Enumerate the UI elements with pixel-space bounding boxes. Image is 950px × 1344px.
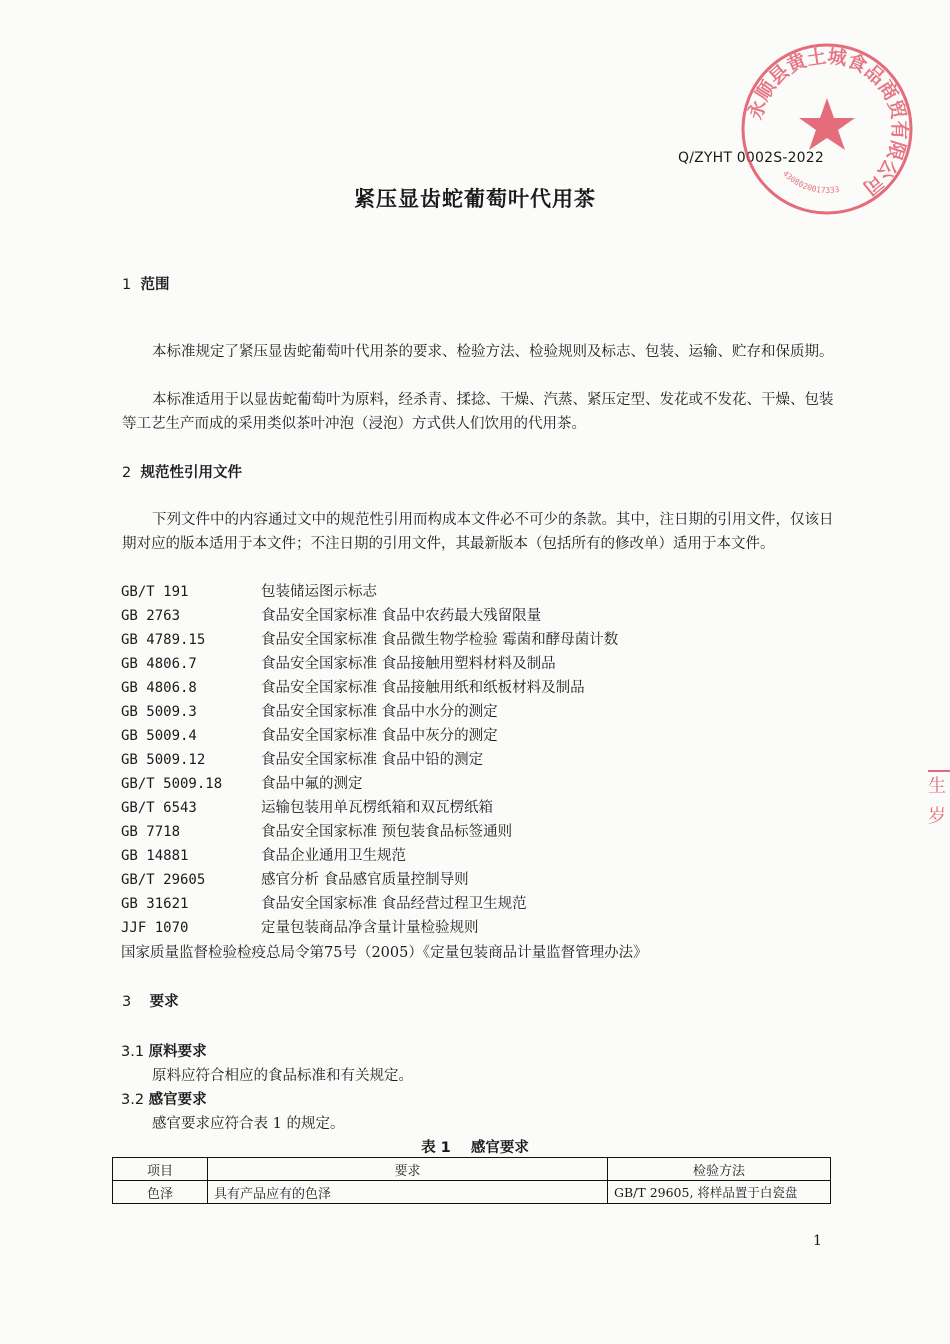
standard-code: Q/ZYHT 0002S-2022: [678, 150, 825, 166]
seal-number: 4308020017333: [780, 168, 841, 195]
table-1-caption: 表 1 感官要求: [421, 1140, 529, 1156]
table-1: [112, 1157, 831, 1204]
reference-item: GB/T 5009.18 食品中氟的测定: [121, 776, 363, 792]
seal-star-icon: [799, 98, 855, 150]
table-header-cell: 检验方法: [608, 1158, 831, 1181]
reference-item: GB 5009.12 食品安全国家标准 食品中铅的测定: [121, 752, 484, 768]
section-3-2-text: 感官要求应符合表 1 的规定。: [152, 1116, 345, 1132]
edge-stamp-fragment: 生 岁: [928, 770, 950, 862]
table-header-cell: 项目: [113, 1158, 208, 1181]
page-number: 1: [813, 1233, 822, 1249]
reference-item: GB 14881 食品企业通用卫生规范: [121, 848, 406, 864]
reference-item: GB/T 191 包装储运图示标志: [121, 584, 377, 600]
table-cell: 具有产品应有的色泽: [208, 1181, 608, 1204]
reference-item: GB/T 29605 感官分析 食品感官质量控制导则: [121, 872, 469, 888]
reference-item: GB 7718 食品安全国家标准 预包装食品标签通则: [121, 824, 513, 840]
reference-item: GB 4806.8 食品安全国家标准 食品接触用纸和纸板材料及制品: [121, 680, 585, 696]
reference-item: GB 5009.3 食品安全国家标准 食品中水分的测定: [121, 704, 498, 720]
table-header-row: [113, 1158, 831, 1181]
section-2-intro: 下列文件中的内容通过文中的规范性引用而构成本文件必不可少的条款。其中，注日期的引用文件，仅该日期对应的版本适用于本文件；不注日期的引用文件，其最新版本（包括所有的修改单）适用于本文件。: [122, 512, 834, 552]
reference-item: GB 4806.7 食品安全国家标准 食品接触用塑料材料及制品: [121, 656, 556, 672]
table-cell: GB/T 29605, 将样品置于白瓷盘: [608, 1181, 831, 1204]
seal-company-name: 永顺县黄土城食品商贸有限公司: [744, 45, 911, 200]
section-1-heading: 1 范围: [122, 277, 170, 293]
table-header-cell: 要求: [208, 1158, 608, 1181]
section-2-heading: 2 规范性引用文件: [122, 465, 242, 481]
reference-item: GB/T 6543 运输包装用单瓦楞纸箱和双瓦楞纸箱: [121, 800, 493, 816]
section-3-1-heading: 3.1 原料要求: [121, 1044, 207, 1060]
table-row: [113, 1181, 831, 1204]
section-1-paragraph-2: 本标准适用于以显齿蛇葡萄叶为原料，经杀青、揉捻、干燥、汽蒸、紧压定型、发花或不发花、干燥、包装等工艺生产而成的采用类似茶叶冲泡（浸泡）方式供人们饮用的代用茶。: [122, 392, 834, 432]
section-3-1-text: 原料应符合相应的食品标准和有关规定。: [152, 1068, 413, 1084]
section-3-heading: 3 要求: [122, 994, 179, 1010]
reference-item: GB 31621 食品安全国家标准 食品经营过程卫生规范: [121, 896, 527, 912]
table-cell: 色泽: [113, 1181, 208, 1204]
section-3-2-heading: 3.2 感官要求: [121, 1092, 207, 1108]
reference-item: GB 4789.15 食品安全国家标准 食品微生物学检验 霉菌和酵母菌计数: [121, 632, 619, 648]
reference-item: GB 2763 食品安全国家标准 食品中农药最大残留限量: [121, 608, 542, 624]
reference-item: JJF 1070 定量包装商品净含量计量检验规则: [121, 920, 479, 936]
reference-item: GB 5009.4 食品安全国家标准 食品中灰分的测定: [121, 728, 498, 744]
reference-regulation: 国家质量监督检验检疫总局令第75号（2005）《定量包装商品计量监督管理办法》: [121, 945, 648, 961]
document-title: 紧压显齿蛇葡萄叶代用茶: [354, 187, 596, 211]
section-1-paragraph-1: 本标准规定了紧压显齿蛇葡萄叶代用茶的要求、检验方法、检验规则及标志、包装、运输、贮存和保质期。: [152, 344, 834, 360]
